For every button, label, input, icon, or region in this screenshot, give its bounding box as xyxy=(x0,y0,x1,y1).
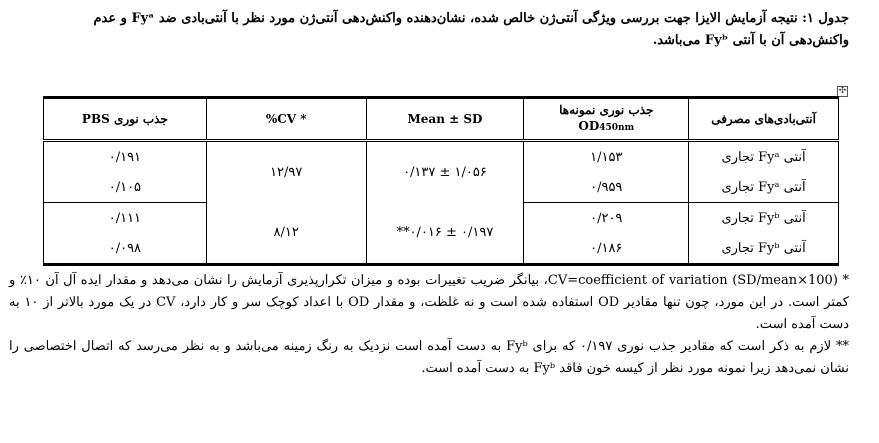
header-pbs: جذب نوری PBS xyxy=(44,98,207,141)
table-footnotes xyxy=(9,270,849,380)
header-od-unit xyxy=(524,118,688,136)
footnote-cv: * CV=coefficient of variation (SD/mean×100)، بیانگر ضریب تغییرات بوده و میزان تکرارپذیری آزمایش را نشان می‌دهد و مقدار ایده آل آن ۱۰٪ و کمتر است. در این مورد، چون تنها مقادیر OD استفاده شده است و نه غلظت، و مقدار OD با اعداد کوچک سر و کار دارد، CV در یک مورد بالاتر از ۱۰ به دست آمده است. xyxy=(9,273,849,332)
header-optical-density xyxy=(524,98,689,141)
cell-od: ۰/۲۰۹ xyxy=(524,203,689,234)
header-antibody: آنتی‌بادی‌های مصرفی xyxy=(689,98,839,141)
header-od-abbr: OD xyxy=(578,119,600,133)
cell-pbs: ۰/۱۹۱ xyxy=(44,141,207,173)
header-od-label: جذب نوری نمونه‌ها xyxy=(559,103,654,117)
table-row xyxy=(44,141,839,173)
cell-pbs: ۰/۰۹۸ xyxy=(44,233,207,265)
cell-antibody: آنتی Fyᵇ تجاری xyxy=(689,233,839,265)
cell-pbs: ۰/۱۰۵ xyxy=(44,172,207,203)
cell-mean-sd: ۰/۱۹۷ ± ۰/۰۱۶** xyxy=(366,203,524,265)
cell-cv: ۱۲/۹۷ xyxy=(206,141,366,203)
table-row xyxy=(44,203,839,234)
footnote-background: ** لازم به ذکر است که مقادیر جذب نوری ۰/۱۹۷ که برای Fyᵇ به دست آمده است نزدیک به رنگ زمینه می‌باشد و به نظر می‌رسد که اتصال اختصاصی را نشان نمی‌دهد زیرا نمونه مورد نظر از کیسه خون فاقد Fyᵇ به دست آمده است. xyxy=(9,339,849,376)
caption-line-2: واکنش‌دهی آن با آنتی Fyᵇ می‌باشد. xyxy=(652,33,849,48)
caption-line-1: جدول ۱: نتیجه آزمایش الایزا جهت بررسی ویژگی آنتی‌ژن خالص شده، نشان‌دهنده واکنش‌دهی آنتی‌ژن مورد نظر با آنتی‌بادی ضد Fyᵃ و عدم xyxy=(93,11,849,26)
cell-od: ۰/۹۵۹ xyxy=(524,172,689,203)
header-od-subscript: 450nm xyxy=(599,123,635,133)
cell-od: ۰/۱۸۶ xyxy=(524,233,689,265)
cell-od: ۱/۱۵۳ xyxy=(524,141,689,173)
cell-antibody: آنتی Fyᵃ تجاری xyxy=(689,172,839,203)
elisa-results-table xyxy=(43,96,839,266)
header-cv: * CV% xyxy=(206,98,366,141)
cell-antibody: آنتی Fyᵃ تجاری xyxy=(689,141,839,173)
table-caption xyxy=(14,8,849,52)
table-move-handle-icon[interactable]: ✣ xyxy=(838,86,847,96)
cell-antibody: آنتی Fyᵇ تجاری xyxy=(689,203,839,234)
cell-mean-sd: ۱/۰۵۶ ± ۰/۱۳۷ xyxy=(366,141,524,203)
cell-pbs: ۰/۱۱۱ xyxy=(44,203,207,234)
cell-cv: ۸/۱۲ xyxy=(206,203,366,265)
header-mean-sd: Mean ± SD xyxy=(366,98,524,141)
table-header-row xyxy=(44,98,839,141)
